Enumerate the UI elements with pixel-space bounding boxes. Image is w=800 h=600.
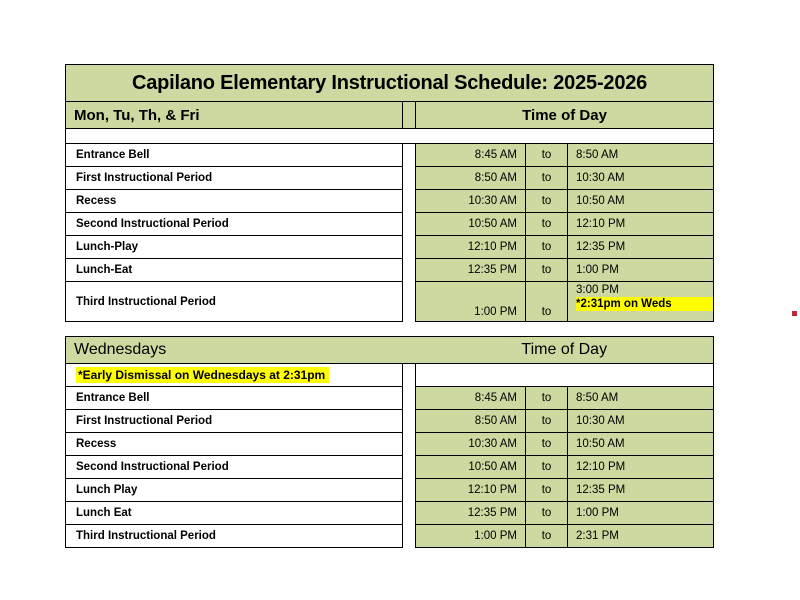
table-row: [66, 236, 714, 259]
period-separator: to: [526, 387, 568, 410]
row-spacer: [403, 259, 416, 282]
weekday-schedule-table: [65, 64, 714, 322]
period-separator: to: [526, 479, 568, 502]
period-label: Lunch Eat: [66, 502, 403, 525]
wednesday-dismissal-note: *2:31pm on Weds: [576, 297, 713, 311]
period-start-time: 10:50 AM: [416, 213, 526, 236]
table-row: [66, 525, 714, 548]
period-start-time: 1:00 PM: [416, 525, 526, 548]
row-spacer: [403, 236, 416, 259]
early-dismissal-note-row: [66, 364, 714, 387]
table-row: [66, 433, 714, 456]
period-label: Third Instructional Period: [66, 282, 403, 322]
table-row: [66, 144, 714, 167]
period-label: Second Instructional Period: [66, 213, 403, 236]
period-end-time: 1:00 PM: [568, 502, 714, 525]
row-spacer: [403, 479, 416, 502]
period-separator: to: [526, 213, 568, 236]
row-spacer: [403, 167, 416, 190]
period-label: First Instructional Period: [66, 167, 403, 190]
period-end-time: 12:35 PM: [568, 479, 714, 502]
table-row: [66, 282, 714, 322]
row-spacer: [403, 525, 416, 548]
period-start-time: 12:35 PM: [416, 502, 526, 525]
period-end-time: 1:00 PM: [568, 259, 714, 282]
period-start-time: 8:45 AM: [416, 144, 526, 167]
wednesday-time-of-day-label: Time of Day: [416, 337, 714, 364]
table-gap-spacer: [65, 322, 713, 336]
period-label: Entrance Bell: [66, 387, 403, 410]
period-start-time: 12:10 PM: [416, 479, 526, 502]
page-title: Capilano Elementary Instructional Schedule: 2025-2026: [66, 65, 714, 102]
note-row-blank-cell: [416, 364, 714, 387]
blank-cell: [66, 129, 714, 144]
period-start-time: 8:50 AM: [416, 410, 526, 433]
period-separator: to: [526, 456, 568, 479]
header-spacer: [403, 102, 416, 129]
period-start-time: 1:00 PM: [416, 282, 526, 322]
period-start-time: 10:50 AM: [416, 456, 526, 479]
period-label: Recess: [66, 190, 403, 213]
period-end-time: 10:30 AM: [568, 410, 714, 433]
table-row: [66, 410, 714, 433]
period-start-time: 8:45 AM: [416, 387, 526, 410]
period-separator: to: [526, 410, 568, 433]
period-start-time: 8:50 AM: [416, 167, 526, 190]
period-label: Recess: [66, 433, 403, 456]
row-spacer: [403, 456, 416, 479]
early-dismissal-note-cell: [66, 364, 403, 387]
row-spacer: [403, 502, 416, 525]
period-separator: to: [526, 525, 568, 548]
schedule-sheet: [65, 64, 713, 548]
table-row: [66, 479, 714, 502]
period-label: First Instructional Period: [66, 410, 403, 433]
table-row: [66, 213, 714, 236]
table-row: [66, 502, 714, 525]
period-end-time: 10:50 AM: [568, 433, 714, 456]
period-separator: to: [526, 144, 568, 167]
table-row: [66, 167, 714, 190]
period-start-time: 10:30 AM: [416, 190, 526, 213]
period-end-time: 10:30 AM: [568, 167, 714, 190]
period-separator: to: [526, 167, 568, 190]
period-separator: to: [526, 190, 568, 213]
period-label: Entrance Bell: [66, 144, 403, 167]
period-end-time: 2:31 PM: [568, 525, 714, 548]
period-separator: to: [526, 433, 568, 456]
table-row: [66, 259, 714, 282]
period-label: Second Instructional Period: [66, 456, 403, 479]
table-row: [66, 387, 714, 410]
red-artifact-mark: [792, 311, 797, 316]
period-end-time: 8:50 AM: [568, 144, 714, 167]
row-spacer: [403, 190, 416, 213]
period-separator: to: [526, 259, 568, 282]
wednesday-header-row: [66, 337, 714, 364]
period-separator: to: [526, 282, 568, 322]
row-spacer: [403, 144, 416, 167]
table-row: [66, 190, 714, 213]
period-separator: to: [526, 502, 568, 525]
row-spacer: [403, 364, 416, 387]
period-end-time-primary: 3:00 PM: [576, 284, 619, 296]
document-title-row: [66, 65, 714, 102]
period-start-time: 10:30 AM: [416, 433, 526, 456]
period-label: Lunch Play: [66, 479, 403, 502]
weekday-blank-separator-row: [66, 129, 714, 144]
weekday-time-of-day-label: Time of Day: [416, 102, 714, 129]
weekday-days-label: Mon, Tu, Th, & Fri: [66, 102, 403, 129]
period-label: Lunch-Eat: [66, 259, 403, 282]
table-row: [66, 456, 714, 479]
period-label: Third Instructional Period: [66, 525, 403, 548]
weekday-header-row: [66, 102, 714, 129]
row-spacer: [403, 282, 416, 322]
period-end-time: 12:10 PM: [568, 213, 714, 236]
period-separator: to: [526, 236, 568, 259]
period-start-time: 12:10 PM: [416, 236, 526, 259]
period-end-time: 10:50 AM: [568, 190, 714, 213]
period-start-time: 12:35 PM: [416, 259, 526, 282]
row-spacer: [403, 387, 416, 410]
row-spacer: [403, 213, 416, 236]
wednesday-days-label: Wednesdays: [66, 337, 403, 364]
period-end-time: 12:10 PM: [568, 456, 714, 479]
header-spacer: [403, 337, 416, 364]
period-end-time: 12:35 PM: [568, 236, 714, 259]
period-end-time: 8:50 AM: [568, 387, 714, 410]
early-dismissal-note-text: *Early Dismissal on Wednesdays at 2:31pm: [76, 367, 329, 383]
period-label: Lunch-Play: [66, 236, 403, 259]
wednesday-schedule-table: [65, 336, 714, 548]
row-spacer: [403, 433, 416, 456]
row-spacer: [403, 410, 416, 433]
period-end-time: [568, 282, 714, 322]
